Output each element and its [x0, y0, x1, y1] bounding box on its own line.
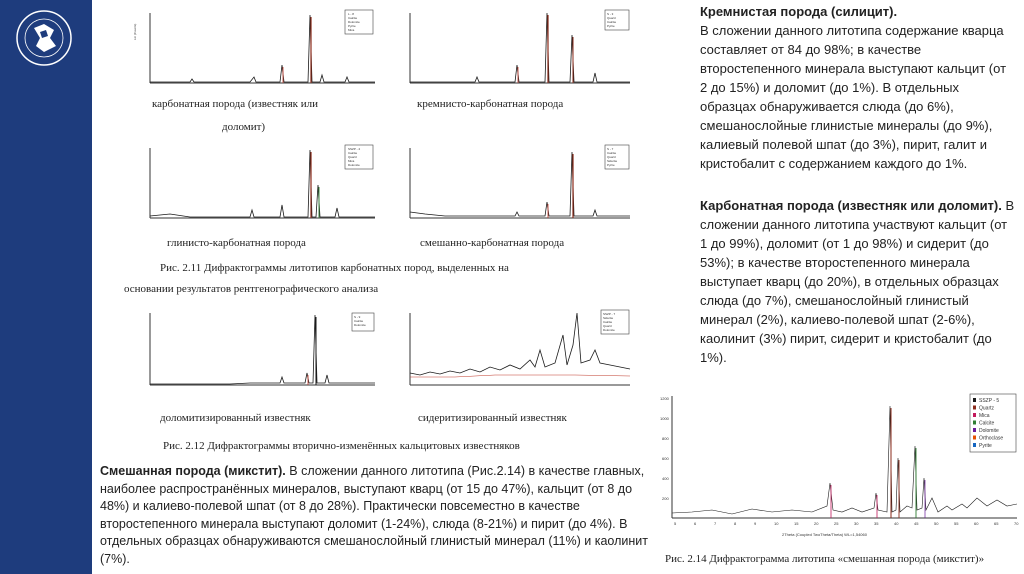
big-chart-tick-label: 15 — [794, 521, 799, 526]
big-chart-legend-label: Pyrite — [979, 443, 992, 449]
svg-text:Dolomite: Dolomite — [603, 328, 615, 332]
svg-text:Mica: Mica — [348, 159, 355, 163]
big-chart-legend-swatch — [973, 428, 976, 432]
paragraph-mixed-rock-body: В сложении данного литотипа (Рис.2.14) в качестве главных, наиболее распространённых минералов, выступают кварц (от 15 до 47%), кальцит (от 8 до 48%) и калиево-полевой шпат (от 8 до 28%). Практически повсеместно в качестве второстепенного минерала выступают доломит (1-24%), слюда (8-21%) и пирит (до 4%). В отдельных образцах обнаруживаются смешанослойный глинистый минерал (11%) и каолинит (7%). — [100, 464, 648, 566]
svg-text:Siderite: Siderite — [607, 159, 618, 163]
big-chart-tick-label: 30 — [854, 521, 859, 526]
big-chart-tick-label: 5 — [674, 521, 677, 526]
big-chart-tick-label: 45 — [914, 521, 919, 526]
figure-2-14-caption: Рис. 2.14 Дифрактограмма литотипа «смешанная порода (микстит)» — [665, 553, 985, 565]
svg-text:Pyrite: Pyrite — [607, 163, 615, 167]
svg-text:600: 600 — [662, 456, 669, 461]
big-chart-legend-label: Mica — [979, 413, 990, 419]
caption-carbonate-line2: доломит) — [222, 121, 266, 133]
xrd-chart-mixed-carbonate — [395, 140, 635, 230]
big-chart-xlabel: 2Theta (Coupled TwoTheta/Theta) WL=1,54060 — [782, 532, 867, 537]
caption-mixed-carbonate: смешанно-карбонатная порода — [420, 237, 565, 249]
big-chart-legend-label: Orthoclase — [979, 435, 1004, 442]
big-chart-tick-label: 8 — [734, 521, 737, 526]
big-chart-legend-swatch — [973, 413, 976, 417]
paragraph-siliceous-rock-body: В сложении данного литотипа содержание кварца составляет от 84 до 98%; в качестве второстепенного минерала выступают кальцит (от 2 до 15%) и доломит (до 1%). В отдельных образцах обнаруживается слюда (до 6%), смешанослойные глинистые минералы (до 9%), калиевый полевой шпат (до 3%), пирит, галит и кристобалит с содержанием каждого до 1%. — [700, 23, 1007, 171]
big-chart-tick-label: 40 — [894, 521, 899, 526]
figure-2-11-caption: Рис. 2.11 Дифрактограммы литотипов карбонатных пород, выделенных на — [160, 262, 509, 274]
university-logo-icon — [14, 8, 74, 68]
big-chart-tick-label: 70 — [1014, 521, 1019, 526]
svg-text:Calcite: Calcite — [348, 151, 358, 155]
xrd-chart-clay-carbonate — [130, 140, 380, 230]
big-chart-legend-swatch — [973, 398, 976, 402]
svg-text:Quartz: Quartz — [607, 16, 617, 20]
caption-siliceous-carbonate: кремнисто-карбонатная порода — [417, 98, 564, 110]
svg-text:SSZP - 7: SSZP - 7 — [603, 312, 616, 316]
xrd-chart-sideritized-limestone — [395, 305, 635, 395]
xrd-chart-dolomitized-limestone — [130, 305, 380, 395]
svg-text:Calcite: Calcite — [607, 151, 617, 155]
sidebar — [0, 0, 92, 574]
big-chart-legend-label: Quartz — [979, 405, 995, 412]
xrd-chart-mixtite — [652, 388, 1022, 548]
paragraph-carbonate-rock-title: Карбонатная порода (известняк или доломит). — [700, 198, 1002, 213]
svg-text:800: 800 — [662, 436, 669, 441]
svg-text:Dolomite: Dolomite — [348, 20, 360, 24]
svg-text:L - 8: L - 8 — [348, 12, 354, 16]
svg-text:Quartz: Quartz — [603, 324, 613, 328]
paragraph-siliceous-rock-title: Кремнистая порода (силицит). — [700, 4, 898, 19]
big-chart-legend-label: Dolomite — [979, 428, 999, 434]
svg-text:Dolomite: Dolomite — [354, 323, 366, 327]
big-chart-legend-label: Calcite — [979, 420, 995, 427]
big-chart-tick-label: 9 — [754, 521, 757, 526]
big-chart-legend-label: SSZP - 5 — [979, 398, 1000, 404]
caption-sideritized-limestone: сидеритизированный известняк — [418, 412, 567, 424]
paragraph-carbonate-rock-body: В сложении данного литотипа участвуют кальцит (от 1 до 99%), доломит (от 1 до 98%) и сидерит (до 53%); в качестве второстепенного минерала выступает кварц (до 20%), в отдельных образцах слюда (до 7%), смешанослойный глинистый минерал (2%), калиево-полевой шпат (2-6%), каолинит (3%) пирит, сидерит и кристобалит (до 1%). — [700, 198, 1015, 365]
big-chart-tick-label: 10 — [774, 521, 779, 526]
big-chart-tick-label: 25 — [834, 521, 839, 526]
svg-text:Calcite: Calcite — [348, 16, 358, 20]
paragraph-mixed-rock — [100, 463, 648, 569]
svg-text:Pyrite: Pyrite — [607, 24, 615, 28]
svg-text:1200: 1200 — [660, 396, 669, 401]
svg-text:1000: 1000 — [660, 416, 669, 421]
big-chart-tick-label: 55 — [954, 521, 959, 526]
big-chart-tick-label: 20 — [814, 521, 819, 526]
big-chart-tick-label: 6 — [694, 521, 697, 526]
big-chart-legend-swatch — [973, 421, 976, 425]
svg-text:SSZP - 2: SSZP - 2 — [348, 147, 361, 151]
svg-text:Siderite: Siderite — [603, 316, 614, 320]
svg-text:Calcite: Calcite — [354, 319, 364, 323]
svg-text:Quartz: Quartz — [607, 155, 617, 159]
big-chart-tick-label: 60 — [974, 521, 979, 526]
big-chart-tick-label: 35 — [874, 521, 879, 526]
paragraph-carbonate-rock — [700, 196, 1015, 367]
paragraph-mixed-rock-title: Смешанная порода (микстит). — [100, 464, 286, 478]
svg-text:Dolomite: Dolomite — [348, 163, 360, 167]
svg-text:S - 7: S - 7 — [607, 147, 614, 151]
svg-text:Quartz: Quartz — [348, 155, 358, 159]
big-chart-legend-swatch — [973, 443, 976, 447]
figure-2-11-caption-line2: основании результатов рентгенографического анализа — [124, 283, 379, 295]
svg-text:Pyrite: Pyrite — [348, 24, 356, 28]
svg-text:S - 3: S - 3 — [607, 12, 614, 16]
svg-text:Calcite: Calcite — [603, 320, 613, 324]
big-chart-tick-label: 7 — [714, 521, 717, 526]
caption-clay-carbonate: глинисто-карбонатная порода — [167, 237, 306, 249]
big-chart-legend-swatch — [973, 436, 976, 440]
caption-carbonate: карбонатная порода (известняк или — [152, 98, 318, 110]
big-chart-tick-label: 65 — [994, 521, 999, 526]
svg-text:400: 400 — [662, 476, 669, 481]
caption-dolomitized-limestone: доломитизированный известняк — [160, 412, 311, 424]
svg-text:Calcite: Calcite — [607, 20, 617, 24]
paragraph-siliceous-rock — [700, 2, 1015, 173]
svg-text:S - 9: S - 9 — [354, 315, 361, 319]
svg-text:200: 200 — [662, 496, 669, 501]
xrd-chart-carbonate — [130, 5, 380, 95]
svg-text:Mica: Mica — [348, 28, 355, 32]
big-chart-legend-swatch — [973, 406, 976, 410]
xrd-chart-siliceous-carbonate — [395, 5, 635, 95]
figure-2-12-caption: Рис. 2.12 Дифрактограммы вторично-изменённых кальцитовых известняков — [163, 440, 520, 452]
big-chart-tick-label: 50 — [934, 521, 939, 526]
svg-text:Lin (Counts): Lin (Counts) — [133, 23, 137, 40]
